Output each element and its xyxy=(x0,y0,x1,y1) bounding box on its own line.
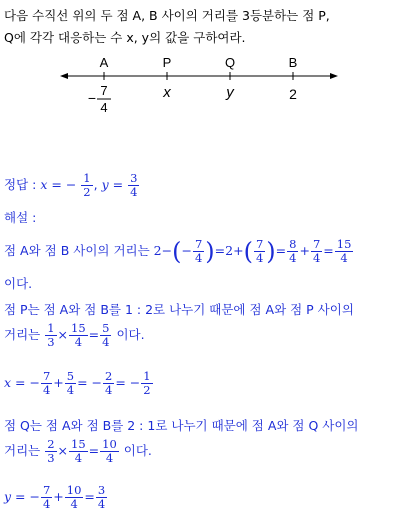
value-q: y xyxy=(226,84,234,101)
answer-separator: , xyxy=(93,177,98,192)
answer-y-eq: = xyxy=(112,177,124,192)
answer-y-var: y xyxy=(101,177,109,192)
answer-x-eq: = − xyxy=(51,177,77,192)
solution-s2: 이다. xyxy=(4,276,33,291)
value-b: 2 xyxy=(289,86,297,102)
answer-y-fraction: $\frac{3}{4}$ xyxy=(130,171,138,199)
answer-x-var: x xyxy=(40,177,48,192)
problem-line-2: Q에 각각 대응하는 수 x, y의 값을 구하여라. xyxy=(4,30,246,45)
solution-s7-suffix: 이다. xyxy=(123,443,152,458)
solution-s4: 거리는 $\frac{1}{3}$ × $\frac{15}{4}$ = $\frac{5}{4}$ 이다. xyxy=(4,321,145,349)
solution-s6: 점 Q는 점 A와 점 B를 2 : 1로 나누기 때문에 점 A와 점 Q 사이의 xyxy=(4,418,359,433)
solution-s3: 점 P는 점 A와 점 B를 1 : 2로 나누기 때문에 점 A와 점 P 사이의 xyxy=(4,302,354,317)
solution-s1-text: 점 A와 점 B 사이의 거리는 xyxy=(4,243,150,258)
left-arrow-icon xyxy=(60,73,68,79)
solution-s4-suffix: 이다. xyxy=(116,327,145,342)
point-label-p: P xyxy=(162,55,172,70)
solution-y-calc: y = − $\frac{7}{4}$ + $\frac{10}{4}$ = $\frac{3}{4}$ xyxy=(4,483,106,511)
answer-line xyxy=(4,170,140,200)
number-line xyxy=(0,52,400,132)
point-label-b: B xyxy=(288,55,298,70)
value-p: x xyxy=(163,84,171,101)
value-a-sign: − xyxy=(87,90,97,106)
solution-heading: 해설 : xyxy=(4,210,37,225)
right-arrow-icon xyxy=(330,73,338,79)
solution-x-calc: x = − $\frac{7}{4}$ + $\frac{5}{4}$ = − $\frac{2}{4}$ = − $\frac{1}{2}$ xyxy=(4,369,151,397)
solution-s7-prefix: 거리는 xyxy=(4,443,41,458)
value-a-den: 4 xyxy=(100,100,108,115)
problem-line-1: 다음 수직선 위의 두 점 A, B 사이의 거리를 3등분하는 점 P, xyxy=(4,8,330,23)
value-a-num: 7 xyxy=(100,83,108,98)
answer-prefix: 정답 : xyxy=(4,177,37,192)
solution-distance-ab: 점 A와 점 B 사이의 거리는 2−(− $\frac{7}{4}$ )=2+( $\frac{7}{4}$ )= $\frac{8}{4}$ + $\frac{7}{4}$ = $\frac{15}{4}$ xyxy=(4,237,352,266)
point-label-q: Q xyxy=(224,55,236,70)
point-label-a: A xyxy=(99,55,109,70)
answer-x-fraction: $\frac{1}{2}$ xyxy=(83,171,91,199)
solution-s7: 거리는 $\frac{2}{3}$ × $\frac{15}{4}$ = $\frac{10}{4}$ 이다. xyxy=(4,437,152,465)
solution-s4-prefix: 거리는 xyxy=(4,327,41,342)
